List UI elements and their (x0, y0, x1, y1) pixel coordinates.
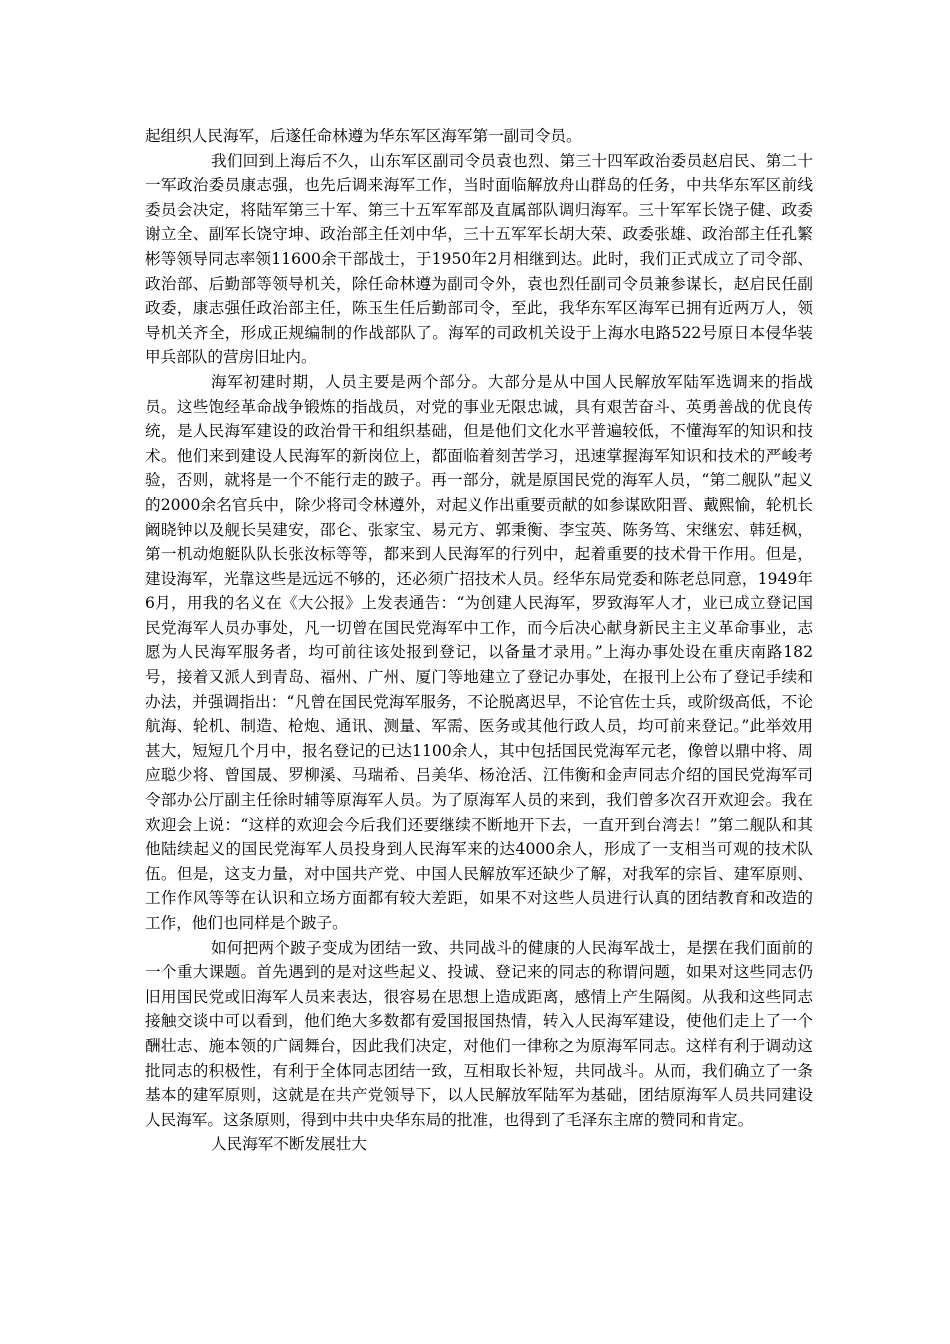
paragraph-unity: 如何把两个跛子变成为团结一致、共同战斗的健康的人民海军战士，是摆在我们面前的一个重大课题。首先遇到的是对这些起义、投诚、登记来的同志的称谓问题，如果对这些同志仍旧用国民党或旧海军人员来表达，很容易在思想上造成距离，感情上产生隔阂。从我和这些同志接触交谈中可以看到，他们绝大多数都有爱国报国热情，转入人民海军建设，使他们走上了一个酬壮志、施本领的广阔舞台，因此我们决定，对他们一律称之为原海军同志。这样有利于调动这批同志的积极性，有利于全体同志团结一致，互相取长补短，共同战斗。从而，我们确立了一条基本的建军原则，这就是在共产党领导下，以人民解放军陆军为基础，团结原海军人员共同建设人民海军。这条原则，得到中共中央华东局的批准，也得到了毛泽东主席的赞同和肯定。 (145, 938, 813, 1129)
section-heading: 人民海军不断发展壮大 (211, 1135, 367, 1154)
paragraph-navy-leadership: 我们回到上海后不久，山东军区副司令员袁也烈、第三十四军政治委员赵启民、第二十一军政治委员康志强，也先后调来海军工作，当时面临解放舟山群岛的任务，中共华东军区前线委员会决定，将陆军第三十军、第三十五军军部及直属部队调归海军。三十军军长饶子健、政委谢立全、副军长饶守坤、政治部主任刘中华，三十五军军长胡大荣、政委张雄、政治部主任孔繁彬等领导同志率领11600余干部战士，于1950年2月相继到达。此时，我们正式成立了司令部、政治部、后勤部等领导机关，除任命林遵为副司令外，袁也烈任副司令员兼参谋长，赵启民任副政委，康志强任政治部主任，陈玉生任后勤部司令，至此，我华东军区海军已拥有近两万人，领导机关齐全，形成正规编制的作战部队了。海军的司政机关设于上海水电路522号原日本侵华装甲兵部队的营房旧址内。 (145, 151, 813, 367)
paragraph-continuation: 起组织人民海军，后遂任命林遵为华东军区海军第一副司令员。 (145, 127, 582, 145)
document-page (145, 124, 813, 1157)
paragraph-personnel: 海军初建时期，人员主要是两个部分。大部分是从中国人民解放军陆军选调来的指战员。这些饱经革命战争锻炼的指战员，对党的事业无限忠诚，具有艰苦奋斗、英勇善战的优良传统，是人民海军建设的政治骨干和组织基础，但是他们文化水平普遍较低，不懂海军的知识和技术。他们来到建设人民海军的新岗位上，都面临着刻苦学习，迅速掌握海军知识和技术的严峻考验，否则，就将是一个不能行走的跛子。再一部分，就是原国民党的海军人员，“第二舰队”起义的2000余名官兵中，除少将司令林遵外，对起义作出重要贡献的如参谋欧阳晋、戴熙愉，轮机长阚晓钟以及舰长吴建安，邵仑、张家宝、易元方、郭秉衡、李宝英、陈务笃、宋继宏、韩廷枫，第一机动炮艇队队长张汝标等等，都来到人民海军的行列中，起着重要的技术骨干作用。但是，建设海军，光靠这些是远远不够的，还必须广招技术人员。经华东局党委和陈老总同意，1949年6月，用我的名义在《大公报》上发表通告：“为创建人民海军，罗致海军人才，业已成立登记国民党海军人员办事处，凡一切曾在国民党海军中工作，而今后决心献身新民主主义革命事业，志愿为人民海军服务者，均可前往该处报到登记，以备量才录用。”上海办事处设在重庆南路182号，接着又派人到青岛、福州、广州、厦门等地建立了登记办事处，在报刊上公布了登记手续和办法，并强调指出：“凡曾在国民党海军服务，不论脱离迟早，不论官佐士兵，或阶级高低，不论航海、轮机、制造、枪炮、通讯、测量、军需、医务或其他行政人员，均可前来登记。”此举效用甚大，短短几个月中，报名登记的已达1100余人，其中包括国民党海军元老，像曾以鼎中将、周应聪少将、曾国晟、罗柳溪、马瑞希、吕美华、杨沧活、江伟衡和金声同志介绍的国民党海军司令部办公厅副主任徐时辅等原海军人员。为了原海军人员的来到，我们曾多次召开欢迎会。我在欢迎会上说：“这样的欢迎会今后我们还要继续不断地开下去，一直开到台湾去！”第二舰队和其他陆续起义的国民党海军人员投身到人民海军来的达4000余人，形成了一支相当可观的技术队伍。但是，这支力量，对中国共产党、中国人民解放军还缺少了解，对我军的宗旨、建军原则、工作作风等等在认识和立场方面都有较大差距，如果不对这些人员进行认真的团结教育和改造的工作，他们也同样是个跛子。 (145, 372, 813, 932)
